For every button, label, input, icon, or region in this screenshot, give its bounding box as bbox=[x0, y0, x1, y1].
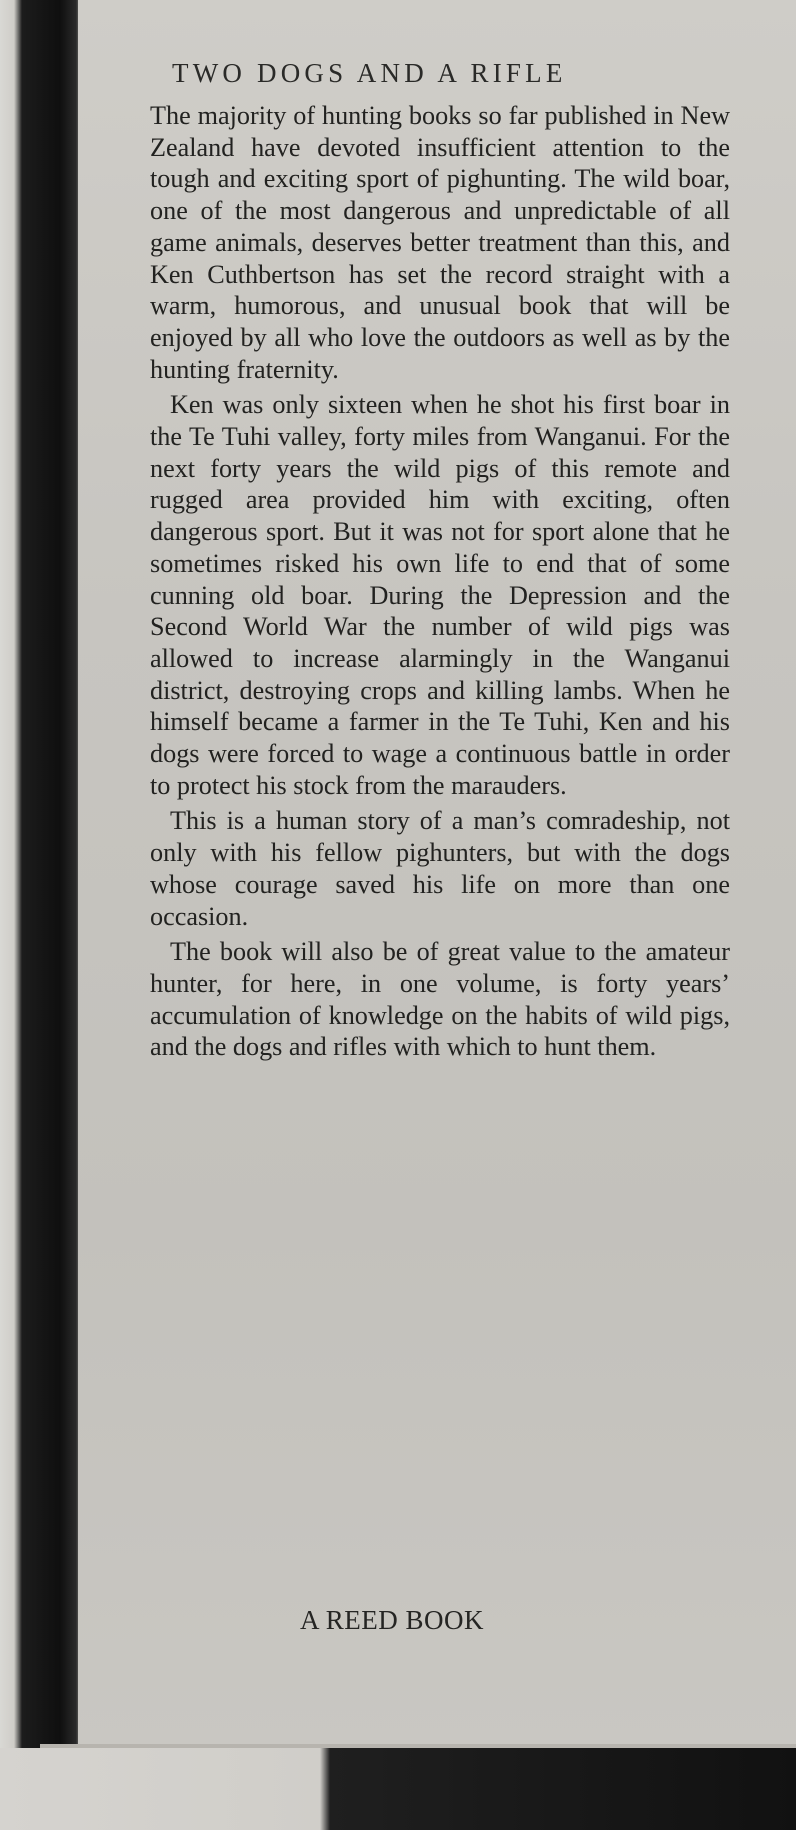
blurb-text bbox=[150, 100, 730, 1063]
blurb-paragraph-1: The majority of hunting books so far published in New Zealand have devoted insufficient attention to the tough and exciting sport of pighunting. The wild boar, one of the most dangerous and unpredictable of all game animals, deserves better treatment than this, and Ken Cuthbertson has set the record straight with a warm, humorous, and unusual book that will be enjoyed by all who love the outdoors as well as by the hunting fraternity. bbox=[150, 101, 730, 384]
publisher-imprint: A REED BOOK bbox=[300, 1605, 485, 1635]
blurb-paragraph-4: The book will also be of great value to the amateur hunter, for here, in one volume, is forty years’ accumulation of knowledge on the habits of wild pigs, and the dogs and rifles with which to hunt them. bbox=[150, 937, 730, 1062]
book-title: TWO DOGS AND A RIFLE bbox=[172, 58, 567, 88]
table-background bbox=[0, 1748, 796, 1830]
blurb-paragraph-3: This is a human story of a man’s comradeship, not only with his fellow pighunters, but with the dogs whose courage saved his life on more than one occasion. bbox=[150, 806, 730, 931]
blurb-paragraph-2: Ken was only sixteen when he shot his first boar in the Te Tuhi valley, forty miles from Wanganui. For the next forty years the wild pigs of this remote and rugged area provided him with exciting, often dangerous sport. But it was not for sport alone that he sometimes risked his own life to end that of some cunning old boar. During the Depression and the Second World War the number of wild pigs was allowed to increase alarmingly in the Wanganui district, destroying crops and killing lambs. When he himself became a farmer in the Te Tuhi, Ken and his dogs were forced to wage a continuous battle in order to protect his stock from the marauders. bbox=[150, 390, 730, 800]
jacket-spine-edge bbox=[0, 0, 82, 1755]
